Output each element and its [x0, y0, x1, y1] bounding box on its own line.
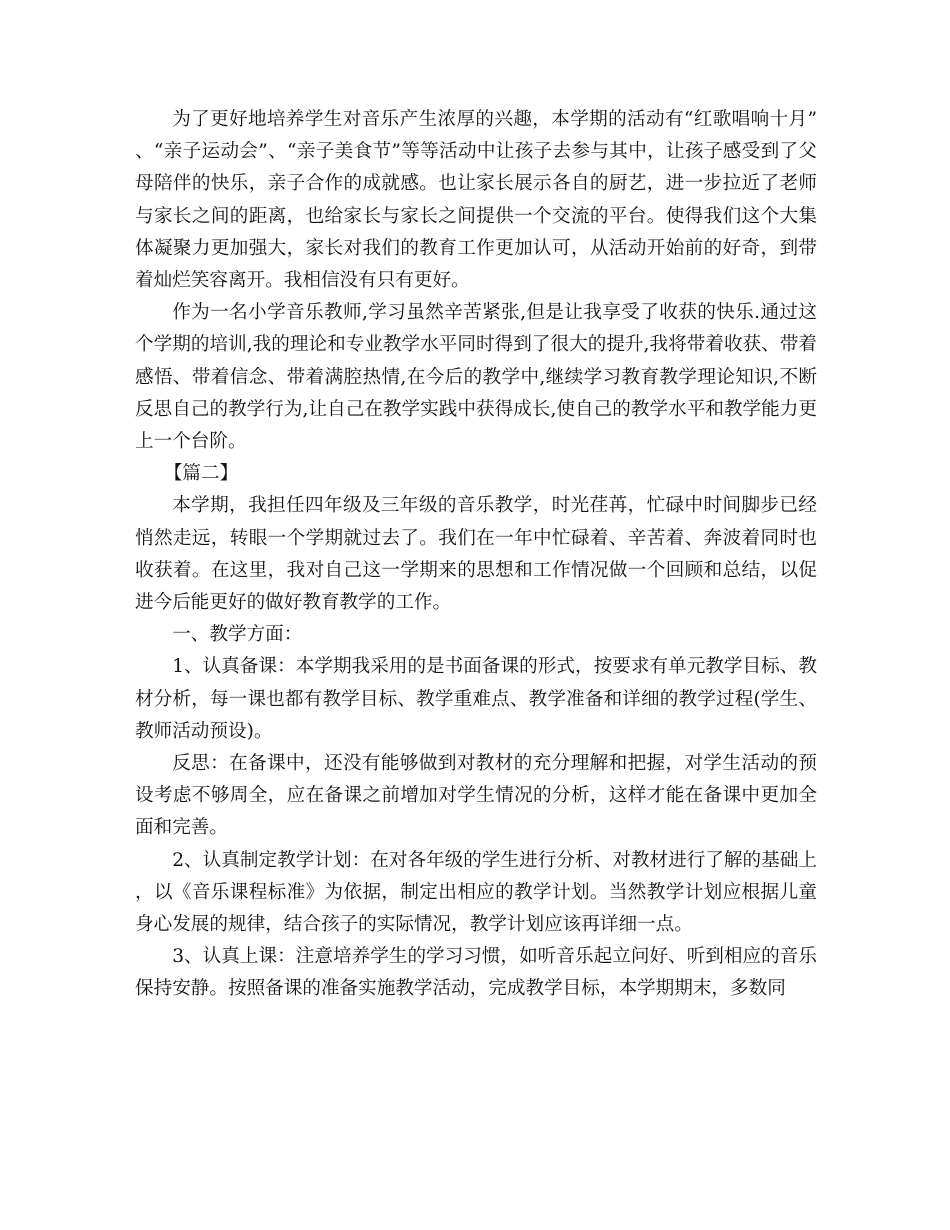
- paragraph-teaching-aspect-heading: 一、教学方面：: [172, 624, 303, 646]
- section-heading: 【篇二】: [163, 463, 239, 485]
- paragraph-classroom-teaching: 3、认真上课：注意培养学生的学习习惯，如听音乐起立问好、听到相应的音乐保持安静。按照备课的准备实施教学活动，完成教学目标，本学期期末，多数同: [135, 946, 817, 1000]
- paragraph-teaching-plan: 2、认真制定教学计划：在对各年级的学生进行分析、对教材进行了解的基础上，以《音乐课程标准》为依据，制定出相应的教学计划。当然教学计划应根据儿童身心发展的规律，结合孩子的实际情况，教学计划应该再详细一点。: [135, 849, 817, 936]
- paragraph-teacher-reflection: 作为一名小学音乐教师,学习虽然辛苦紧张,但是让我享受了收获的快乐.通过这个学期的培训,我的理论和专业教学水平同时得到了很大的提升,我将带着收获、带着感悟、带着信念、带着满腔热情,在今后的教学中,继续学习教育教学理论知识,不断反思自己的教学行为,让自己在教学实践中获得成长,使自己的教学水平和教学能力更上一个台阶。: [135, 302, 817, 453]
- paragraph-music-activities: 为了更好地培养学生对音乐产生浓厚的兴趣，本学期的活动有“红歌唱响十月”、“亲子运动会”、“亲子美食节”等等活动中让孩子去参与其中，让孩子感受到了父母陪伴的快乐，亲子合作的成就感。也让家长展示各自的厨艺，进一步拉近了老师与家长之间的距离，也给家长与家长之间提供一个交流的平台。使得我们这个大集体凝聚力更加强大，家长对我们的教育工作更加认可，从活动开始前的好奇，到带着灿烂笑容离开。我相信没有只有更好。: [135, 109, 817, 292]
- paragraph-preparation-reflection: 反思：在备课中，还没有能够做到对教材的充分理解和把握，对学生活动的预设考虑不够周全，应在备课之前增加对学生情况的分析，这样才能在备课中更加全面和完善。: [135, 753, 817, 839]
- document-page: [135, 0, 817, 1230]
- paragraph-lesson-preparation: 1、认真备课：本学期我采用的是书面备课的形式，按要求有单元教学目标、教材分析，每一课也都有教学目标、教学重难点、教学准备和详细的教学过程(学生、教师活动预设)。: [135, 656, 817, 742]
- paragraph-semester-overview: 本学期，我担任四年级及三年级的音乐教学，时光荏苒，忙碌中时间脚步已经悄然走远，转眼一个学期就过去了。我们在一年中忙碌着、辛苦着、奔波着同时也收获着。在这里，我对自己这一学期来的思想和工作情况做一个回顾和总结，以促进今后能更好的做好教育教学的工作。: [135, 495, 817, 614]
